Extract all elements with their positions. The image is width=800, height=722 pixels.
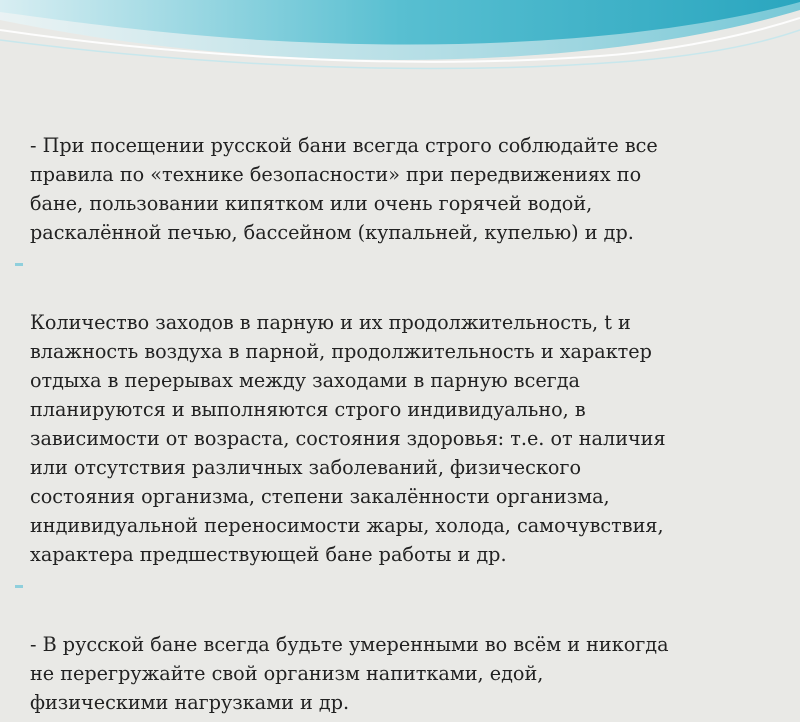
paragraph-moderation xyxy=(18,573,788,718)
paragraph-text: - При посещении русской бани всегда строго соблюдайте все правила по «технике безопасности» при передвижениях по бане, пользовании кипятком или очень горячей водой, раскалённой печью, бассейном (купальней, купелью) и др. xyxy=(30,133,658,244)
paragraph-text: Количество заходов в парную и их продолжительность, t и влажность воздуха в парной, продолжительность и характер отдыха в перерывах между заходами в парную всегда планируются и выполняются строго индивидуально, в зависимости от возраста, состояния здоровья: т.е. от наличия или отсутствия различных заболеваний, физического состояния организма, степени закалённости организма, индивидуальной переносимости жары, холода, самочувствия, характера предшествующей бане работы и др. xyxy=(30,311,666,566)
decorative-swoosh xyxy=(0,0,800,80)
bullet-marker xyxy=(15,585,23,588)
content-area xyxy=(18,74,788,722)
paragraph-text: - В русской бане всегда будьте умеренными во всём и никогда не перегружайте свой организм напитками, едой, физическими нагрузками и др. xyxy=(30,633,669,715)
paragraph-steam-room xyxy=(18,251,788,569)
bullet-marker xyxy=(15,263,23,266)
paragraph-safety xyxy=(18,74,788,247)
